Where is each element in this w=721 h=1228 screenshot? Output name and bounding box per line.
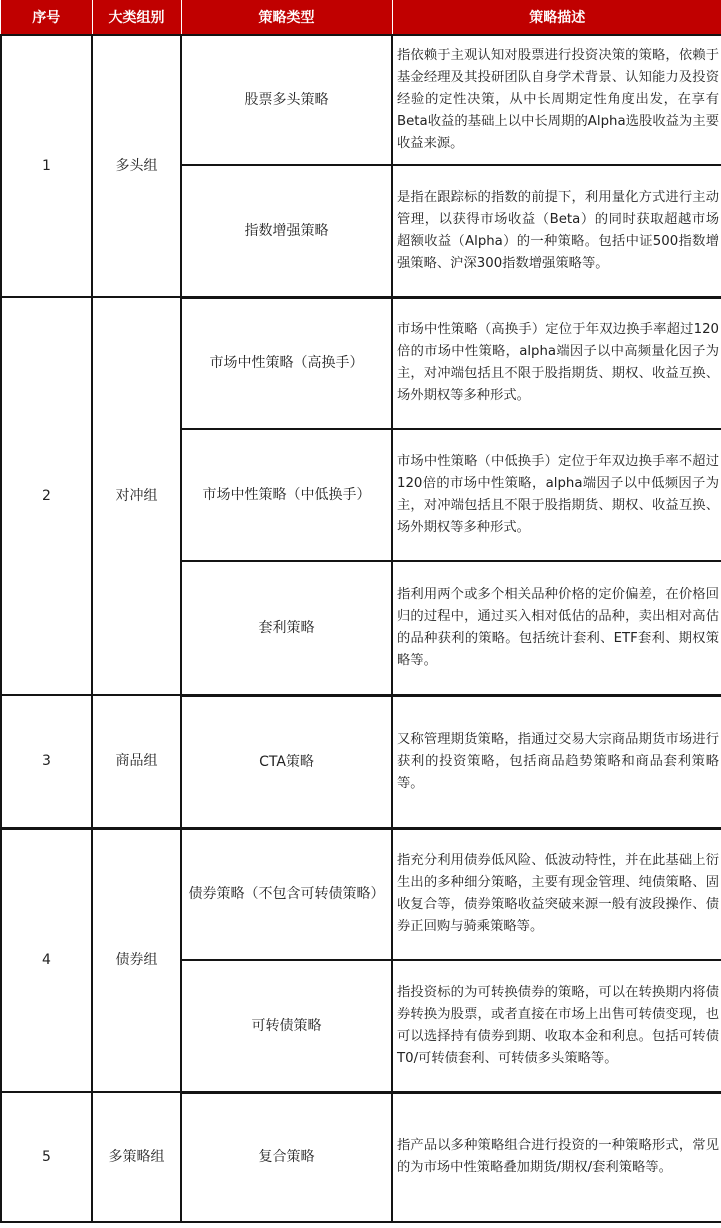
table-row (1, 297, 721, 429)
strategy-description: 市场中性策略（高换手）定位于年双边换手率超过120倍的市场中性策略，alpha端因子以中高频量化因子为主，对冲端包括且不限于股指期货、期权、收益互换、场外期权等多种形式。 (392, 297, 721, 429)
group-index: 3 (1, 695, 92, 828)
strategy-type: CTA策略 (181, 695, 392, 828)
group-index: 4 (1, 828, 92, 1092)
strategy-description: 指投资标的为可转换债券的策略，可以在转换期内将债券转换为股票，或者直接在市场上出售可转债变现，也可以选择持有债券到期、收取本金和利息。包括可转债T0/可转债套利、可转债多头策略等。 (392, 960, 721, 1092)
strategy-type: 指数增强策略 (181, 165, 392, 297)
table-row (1, 828, 721, 960)
strategy-type: 复合策略 (181, 1092, 392, 1222)
strategy-type: 股票多头策略 (181, 35, 392, 165)
header-description: 策略描述 (392, 0, 721, 35)
strategy-description: 指产品以多种策略组合进行投资的一种策略形式，常见的为市场中性策略叠加期货/期权/套利策略等。 (392, 1092, 721, 1222)
strategy-description: 市场中性策略（中低换手）定位于年双边换手率不超过120倍的市场中性策略，alpha端因子以中低频因子为主，对冲端包括且不限于股指期货、期权、收益互换、场外期权等多种形式。 (392, 429, 721, 561)
strategy-description: 又称管理期货策略，指通过交易大宗商品期货市场进行获利的投资策略，包括商品趋势策略和商品套利策略等。 (392, 695, 721, 828)
strategy-type: 市场中性策略（中低换手） (181, 429, 392, 561)
strategy-type: 可转债策略 (181, 960, 392, 1092)
strategy-description: 指利用两个或多个相关品种价格的定价偏差，在价格回归的过程中，通过买入相对低估的品种，卖出相对高估的品种获利的策略。包括统计套利、ETF套利、期权策略等。 (392, 561, 721, 695)
group-index: 1 (1, 35, 92, 297)
table-row (1, 695, 721, 828)
table-row (1, 35, 721, 165)
header-strategy-type: 策略类型 (181, 0, 392, 35)
strategy-type: 债券策略（不包含可转债策略） (181, 828, 392, 960)
strategy-type: 套利策略 (181, 561, 392, 695)
header-index: 序号 (1, 0, 92, 35)
strategy-type: 市场中性策略（高换手） (181, 297, 392, 429)
strategy-description: 指充分利用债券低风险、低波动特性，并在此基础上衍生出的多种细分策略，主要有现金管理、纯债策略、固收复合等，债券策略收益突破来源一般有波段操作、债券正回购与骑乘策略等。 (392, 828, 721, 960)
group-name: 多头组 (92, 35, 181, 297)
strategy-description: 是指在跟踪标的指数的前提下，利用量化方式进行主动管理，以获得市场收益（Beta）的同时获取超越市场超额收益（Alpha）的一种策略。包括中证500指数增强策略、沪深300指数增强策略等。 (392, 165, 721, 297)
group-name: 商品组 (92, 695, 181, 828)
header-row (1, 0, 721, 35)
group-index: 5 (1, 1092, 92, 1222)
group-name: 债券组 (92, 828, 181, 1092)
header-category: 大类组别 (92, 0, 181, 35)
group-name: 对冲组 (92, 297, 181, 695)
group-name: 多策略组 (92, 1092, 181, 1222)
strategy-description: 指依赖于主观认知对股票进行投资决策的策略，依赖于基金经理及其投研团队自身学术背景、认知能力及投资经验的定性决策，从中长周期定性角度出发，在享有Beta收益的基础上以中长周期的Alpha选股收益为主要收益来源。 (392, 35, 721, 165)
table-row (1, 1092, 721, 1222)
group-index: 2 (1, 297, 92, 695)
